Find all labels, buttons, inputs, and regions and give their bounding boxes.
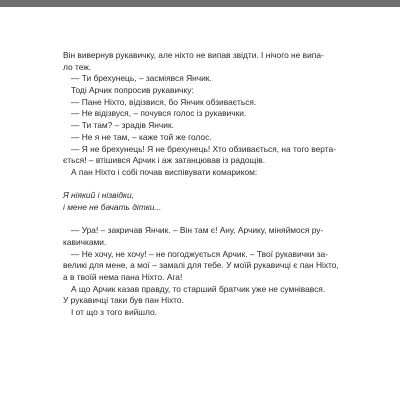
text-line: І от що з того вийшло.: [71, 307, 157, 318]
text-line: великі для мене, а мої – замалі для тебе. У моїй рукавичці є пан Ніхто,: [63, 260, 339, 271]
verse-line: Я ніякий і нізвідки,: [63, 190, 134, 201]
text-line: а в твоїй нема пана Ніхто. Ага!: [63, 272, 183, 283]
text-line: — Ти там? – зрадів Янчик.: [71, 120, 174, 131]
top-rule: [0, 0, 400, 7]
story-text: [63, 50, 359, 319]
text-line: — Ти брехунець, – засміявся Янчик.: [71, 73, 212, 84]
text-line: А що Арчик казав правду, то старший братчик уже не сумнівався.: [71, 283, 326, 294]
text-line: ло теж.: [63, 61, 92, 72]
text-line: кавичками.: [63, 237, 107, 247]
text-line: — Не я не там, – каже той же голос.: [71, 131, 212, 142]
text-line: ється! – втішився Арчик і аж затанцював із радощів.: [63, 155, 266, 166]
text-line: — Ура! – закричав Янчик. – Він там є! Ану, Арчику, міняймося ру-: [71, 225, 324, 236]
text-line: Тоді Арчик попросив рукавичку:: [71, 85, 194, 96]
blank-line: [63, 179, 359, 191]
text-line: — Не відізвуся, – почувся голос із рукавички.: [71, 108, 247, 119]
text-line: У рукавичці таки був пан Ніхто.: [63, 295, 184, 306]
blank-line: [63, 214, 359, 226]
text-line: — Не хочу, не хочу! – не погоджується Арчик. – Твої рукавички за-: [71, 248, 328, 259]
text-line: — Я не брехунець! Я не брехунець! Хто обзивається, на того верта-: [71, 143, 336, 154]
verse-line: і мене не бачать дітки...: [63, 201, 162, 212]
text-line: — Пане Ніхто, відізвися, бо Янчик обзивається.: [71, 96, 257, 107]
text-line: А пан Ніхто і собі почав виспівувати комариком:: [71, 166, 258, 177]
text-line: Він вивернув рукавичку, але ніхто не випав звідти. І нічого не випа-: [63, 50, 324, 60]
